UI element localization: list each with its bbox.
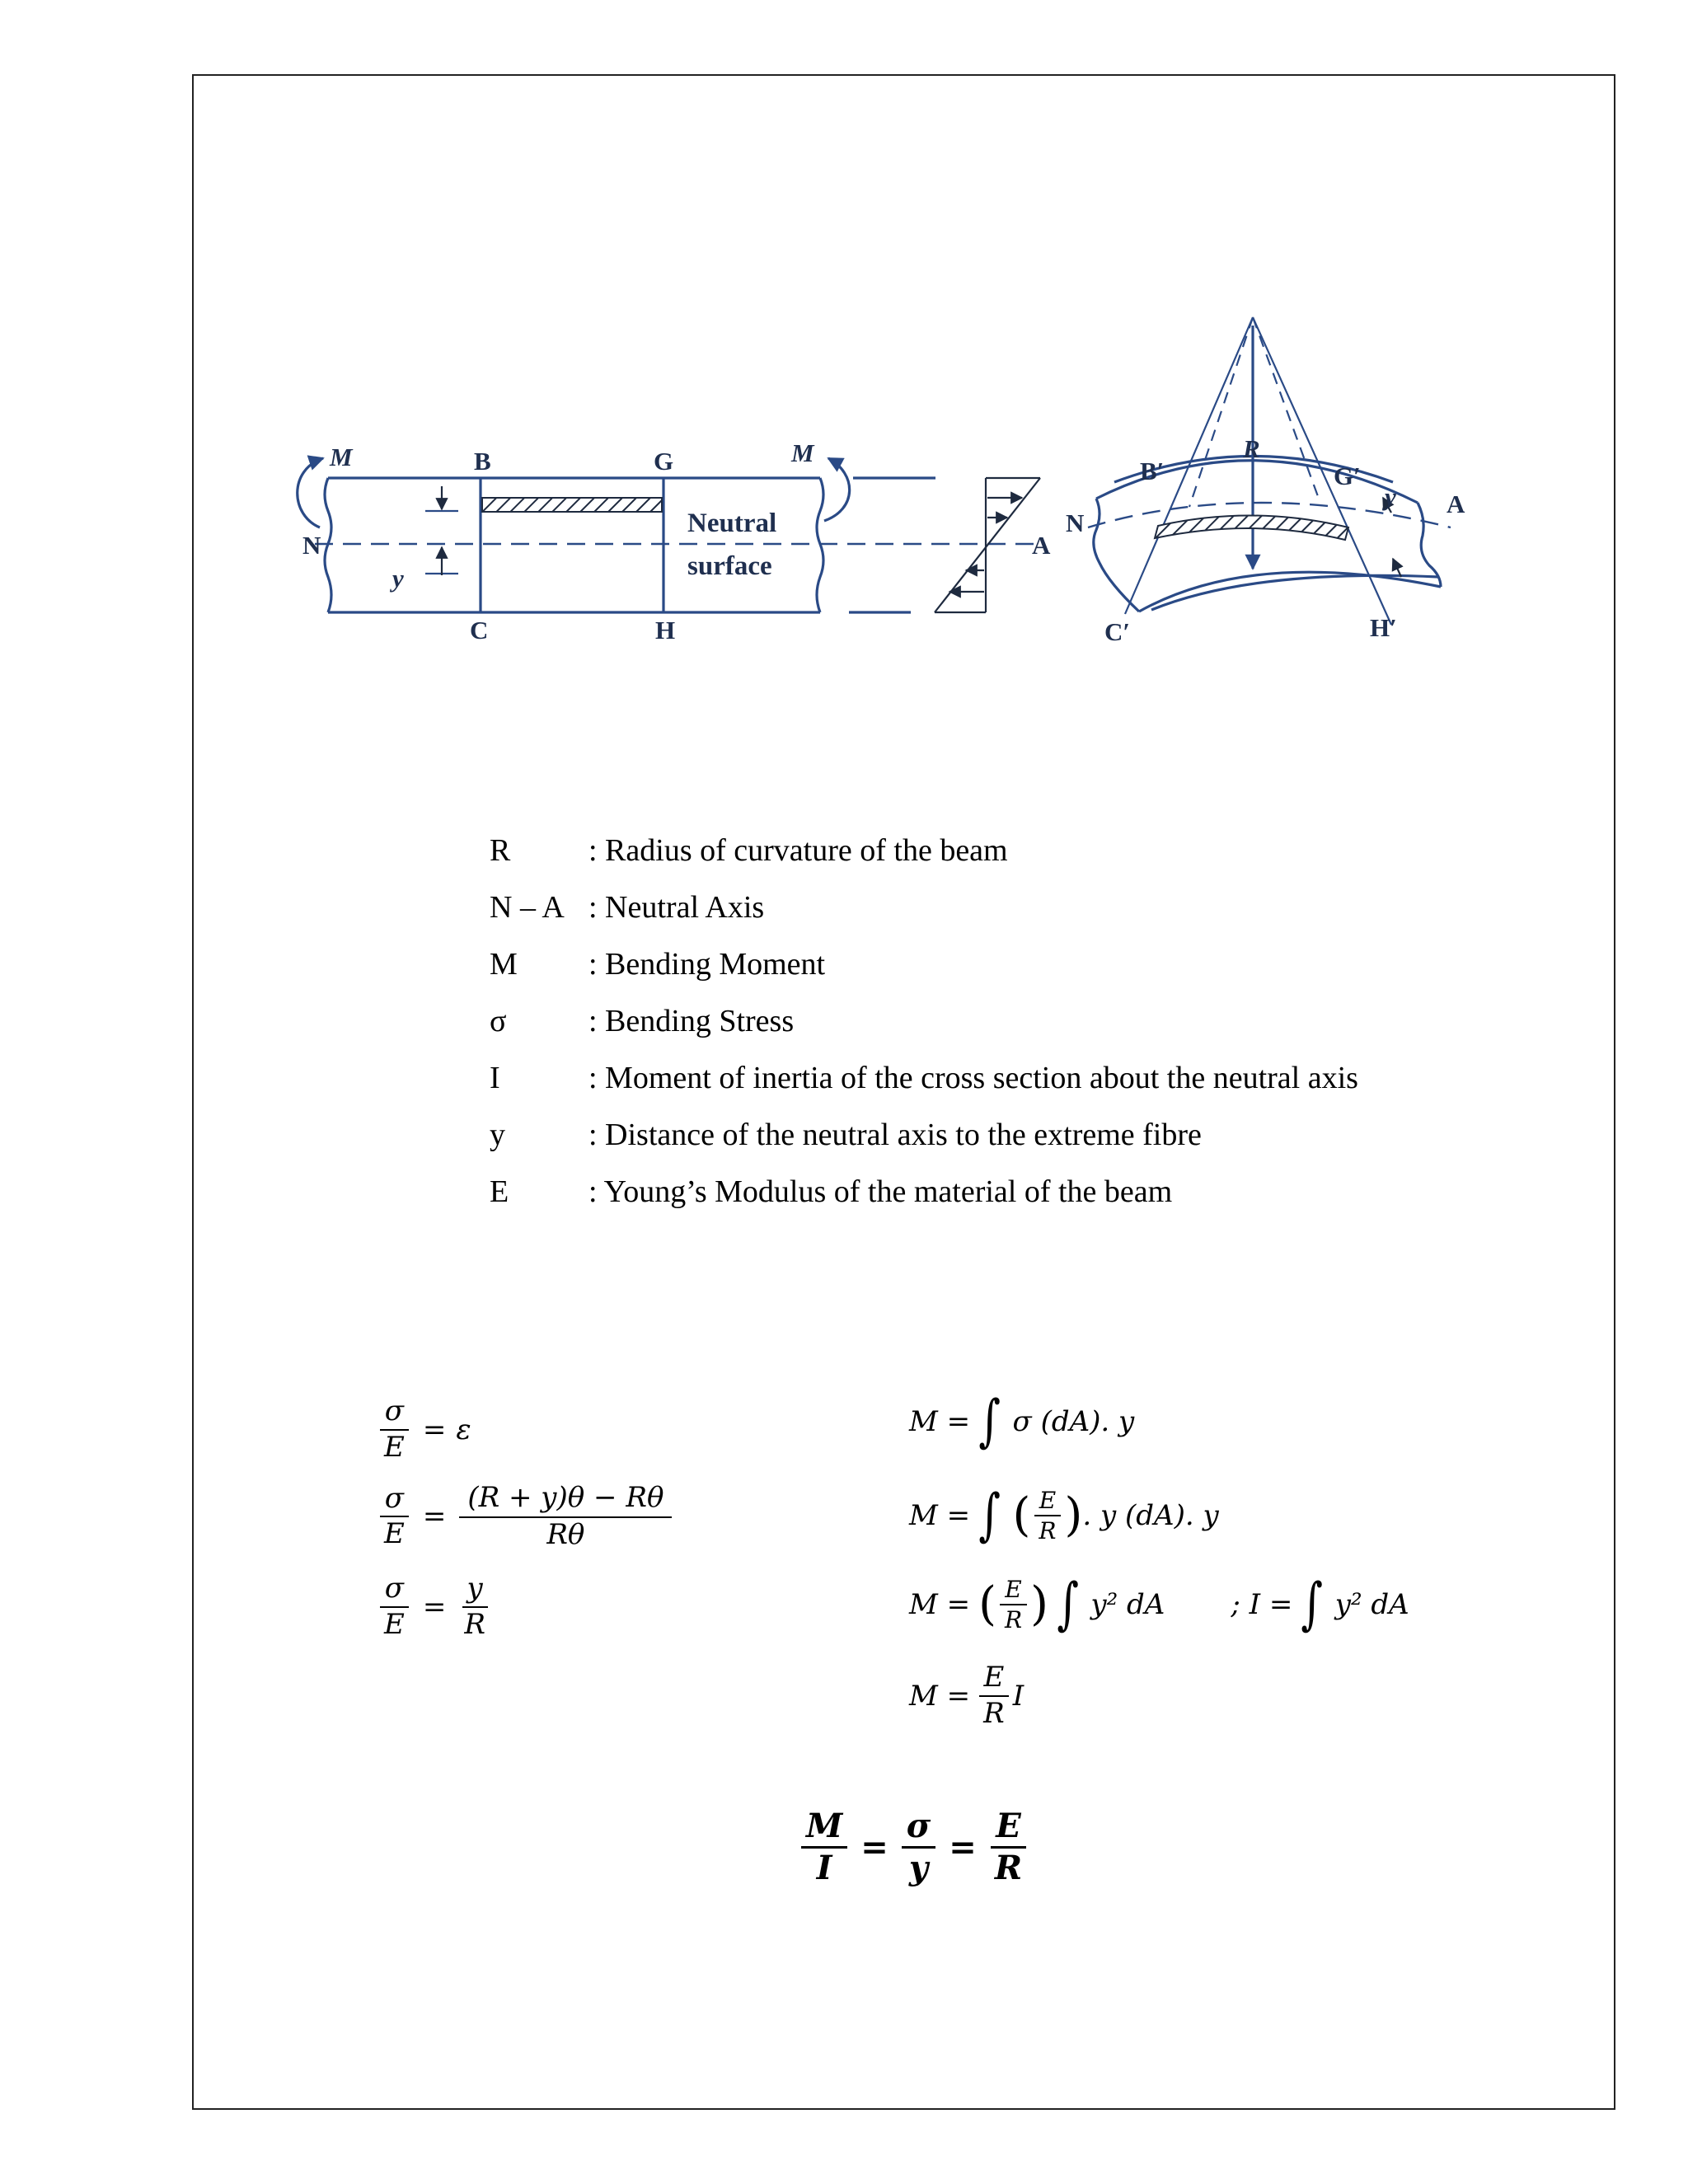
legend-symbol: R [490, 833, 511, 868]
beam-right-break [817, 478, 823, 612]
frac-den: Rθ [546, 1517, 585, 1551]
label-neutral: Neutral [687, 509, 777, 538]
integral-sign: ∫ [1301, 1572, 1324, 1638]
label-y: y [392, 564, 404, 593]
frac-den: E [384, 1517, 405, 1551]
straight-beam [298, 438, 1051, 644]
frac-num: σ [380, 1574, 409, 1608]
moment-arrow-right [824, 458, 850, 521]
legend-symbol: E [490, 1174, 509, 1209]
moment-equation-4 [909, 1663, 1024, 1728]
label-r: R [1243, 434, 1260, 463]
legend-description: : Radius of curvature of the beam [588, 833, 1008, 868]
legend-symbol: N – A [490, 890, 565, 925]
frac-den: R [983, 1696, 1005, 1730]
legend-symbol: y [490, 1118, 505, 1152]
legend-symbol: σ [490, 1004, 507, 1038]
label-b: B [474, 447, 491, 476]
bent-beam [1066, 317, 1465, 646]
moment-lhs: M = [909, 1405, 971, 1439]
stress-distribution [935, 478, 1040, 612]
integral-sign: ∫ [978, 1483, 1001, 1549]
label-h-prime: H′ [1370, 613, 1397, 642]
frac-num: σ [380, 1397, 409, 1431]
equals-sign: = [422, 1590, 447, 1624]
label-a: A [1032, 531, 1051, 560]
integral-sign: ∫ [978, 1389, 1001, 1454]
equals-sign: = [949, 1828, 977, 1867]
moment-rhs: . y (dA). y [1082, 1499, 1219, 1533]
legend-description: : Bending Stress [588, 1004, 795, 1038]
label-c: C [470, 616, 489, 644]
moment-arrow-left [298, 458, 323, 527]
beam-bending-diagram [0, 0, 1688, 701]
legend-description: : Moment of inertia of the cross section about the neutral axis [588, 1061, 1358, 1095]
frac-den: R [994, 1849, 1023, 1887]
legend-symbol: M [490, 947, 518, 982]
radial-line-right [1253, 317, 1391, 625]
frac-num: y [462, 1574, 488, 1608]
inertia-definition-rhs: y² dA [1334, 1588, 1409, 1622]
bent-y-arrow-2 [1393, 559, 1401, 577]
bent-bottom-edge-left [1151, 575, 1438, 610]
frac-den: I [816, 1849, 832, 1887]
label-moment-right: M [791, 438, 814, 467]
frac-den: R [1039, 1517, 1057, 1545]
frac-num: E [979, 1663, 1010, 1697]
radial-dash-left [1189, 317, 1253, 507]
strain-symbol: ε [456, 1413, 471, 1446]
label-g: G [654, 447, 674, 476]
frac-den: E [384, 1607, 405, 1641]
strain-equation-3 [376, 1574, 494, 1639]
label-bent-y: y [1385, 482, 1396, 511]
label-bent-n: N [1066, 509, 1085, 537]
equals-sign: = [422, 1500, 447, 1534]
moment-lhs: M = [909, 1499, 971, 1533]
legend-description: : Bending Moment [588, 947, 826, 982]
paren-fraction: ( $\frac{E}{R}$ ) [978, 1576, 1048, 1634]
label-c-prime: C′ [1104, 617, 1131, 646]
bending-equation [798, 1809, 1030, 1886]
label-moment-left: M [330, 443, 353, 471]
equals-sign: = [860, 1828, 889, 1867]
frac-num: M [801, 1809, 847, 1849]
frac-den: R [464, 1607, 485, 1641]
frac-num: σ [380, 1484, 409, 1518]
legend-description: : Distance of the neutral axis to the extreme fibre [588, 1118, 1202, 1152]
frac-num: σ [902, 1809, 936, 1849]
legend-symbol: I [490, 1061, 500, 1095]
label-g-prime: G′ [1334, 462, 1361, 490]
beam-left-break [325, 478, 331, 612]
frac-den: E [384, 1430, 405, 1464]
moment-equation-3 [909, 1572, 1409, 1638]
frac-num: (R + y)θ − Rθ [459, 1483, 672, 1518]
moment-equation-1 [909, 1389, 1135, 1454]
moment-rhs: σ (dA). y [1012, 1405, 1135, 1439]
moment-equation-2 [909, 1483, 1219, 1549]
moment-lhs: M = [909, 1588, 971, 1622]
label-h: H [655, 616, 676, 644]
frac-num: E [991, 1809, 1026, 1849]
legend-description: : Young’s Modulus of the material of the beam [588, 1174, 1173, 1209]
label-bent-a: A [1447, 490, 1465, 518]
frac-num: E [1000, 1577, 1026, 1605]
label-surface: surface [687, 551, 772, 581]
frac-den: y [908, 1849, 929, 1887]
moment-rhs: I [1012, 1679, 1025, 1713]
integral-sign: ∫ [1057, 1572, 1079, 1638]
legend-description: : Neutral Axis [588, 890, 765, 925]
moment-rhs: y² dA [1090, 1588, 1165, 1622]
moment-lhs: M = [909, 1679, 971, 1713]
bent-bottom-arc [1139, 572, 1441, 612]
frac-den: R [1004, 1606, 1023, 1634]
frac-num: E [1034, 1488, 1061, 1516]
strain-equation-2 [376, 1483, 675, 1549]
paren-fraction: ( $\frac{E}{R}$ ) [1012, 1487, 1083, 1545]
label-n: N [302, 531, 321, 560]
bent-right-break [1418, 503, 1441, 587]
radial-dash-right [1253, 317, 1319, 499]
strain-equation-1 [376, 1394, 471, 1464]
inertia-definition-lhs: ; I = [1231, 1588, 1293, 1622]
label-b-prime: B′ [1140, 457, 1165, 485]
hatched-fibre [482, 498, 662, 512]
equals-sign: = [422, 1413, 447, 1446]
